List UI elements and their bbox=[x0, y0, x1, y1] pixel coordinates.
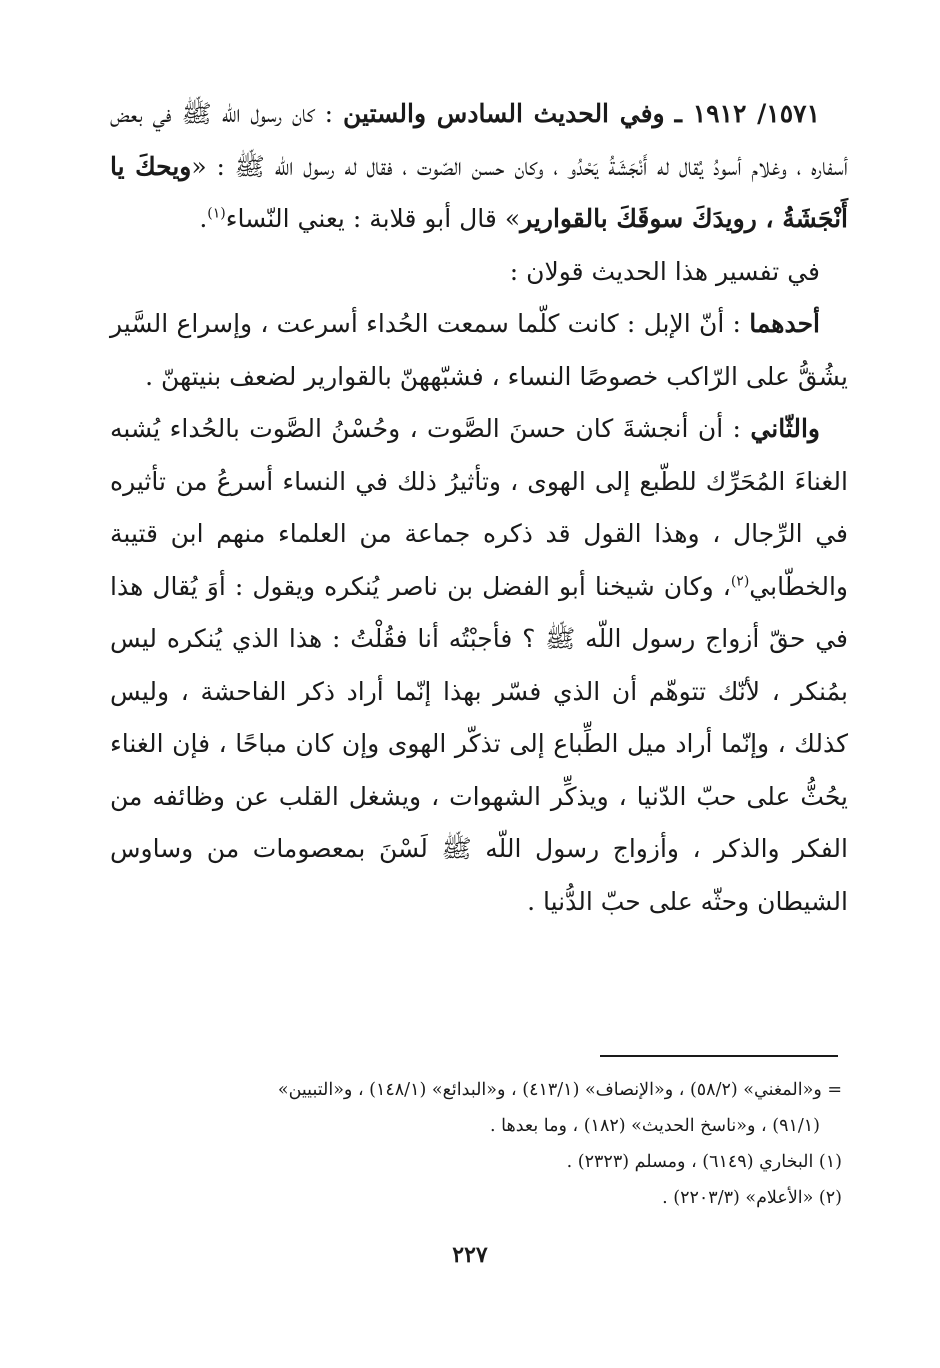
footnote-1: (١) البخاري (٦١٤٩) ، ومسلم (٢٣٢٣) . bbox=[566, 1152, 842, 1172]
first-opinion-heading: أحدهما bbox=[749, 309, 820, 338]
hadith-period: . bbox=[199, 204, 208, 233]
second-opinion-text-cont: ، وكان شيخنا أبو الفضل بن ناصر يُنكره ويقول : أوَ يُقال هذا في حقّ أزواج رسول اللّه ﷺ ؟ فأجبْتُه أنا فقُلْتُ : هذا الذي يُنكره ليس بمُنكر ، لأنّك تتوهّم أن الذي فسّر بهذا إنّما أراد ذكر الفاحشة ، وليس كذلك ، وإنّما أراد ميل الطِّباع إلى تذكّر الهوى وإن كان مباحًا ، فإن الغناء يحُثُّ على حبّ الدّنيا ، ويذكِّر الشهوات ، ويشغل القلب عن وظائفه من الفكر والذكر ، وأزواج رسول اللّه ﷺ لَسْنَ بمعصومات من وساوس الشيطان وحثّه على حبّ الدُّنيا . bbox=[110, 571, 848, 916]
hadith-heading: وفي الحديث السادس والستين bbox=[343, 99, 665, 128]
second-opinion-paragraph bbox=[110, 403, 848, 928]
footnote-divider bbox=[600, 1055, 838, 1057]
interpretation-intro: في تفسير هذا الحديث قولان : bbox=[509, 256, 820, 286]
footnote-2: (٢) «الأعلام» (٢٢٠٣/٣) . bbox=[662, 1188, 842, 1208]
hadith-text-end: » قال أبو قلابة : يعني النّساء bbox=[225, 204, 521, 233]
footnote-ref-1: (١) bbox=[207, 205, 226, 222]
first-opinion-paragraph bbox=[110, 298, 848, 403]
hadith-quote: ويحكَ يا أَنْجَشَةُ ، رويدَكَ سوقَكَ بالقوارير bbox=[110, 151, 848, 233]
footnote-ref-2: (٢) bbox=[730, 573, 750, 590]
main-text bbox=[110, 88, 848, 928]
page-number: ٢٢٧ bbox=[452, 1242, 488, 1268]
hadith-number: ١٥٧١/ ١٩١٢ ـ bbox=[674, 99, 820, 128]
hadith-paragraph bbox=[110, 88, 848, 246]
second-opinion-heading: والثّاني bbox=[750, 414, 820, 443]
footnote-continued-line-1: = و«المغني» (٥٨/٢) ، و«الإنصاف» (٤١٣/١) ، و«البدائع» (١٤٨/١) ، و«التبيين» bbox=[277, 1080, 842, 1100]
hadith-text: : كان رسول اللّه ﷺ في بعض أسفاره ، وغلام أسودُ يُقال له أَنْجَشَةُ يَحْدُو ، وكان حسن الصّوت ، فقال له رسول اللّه ﷺ : « bbox=[110, 99, 848, 181]
footnote-continued-line-2: (٩١/١) ، و«ناسخ الحديث» (١٨٢) ، وما بعدها . bbox=[490, 1116, 820, 1136]
first-opinion-text: : أنّ الإبل : كانت كلّما سمعت الحُداء أسرعت ، وإسراع السَّير يشُقُّ على الرّاكب خصوصًا النساء ، فشبّههنّ بالقوارير لضعف بنيتهنّ . bbox=[110, 309, 848, 391]
second-opinion-text: : أن أنجشةَ كان حسنَ الصَّوت ، وحُسْنُ الصَّوت بالحُداء يُشبه الغناءَ المُحَرِّك للطّبع إلى الهوى ، وتأثيرُ ذلك في النساء أسرعُ من تأثيره في الرِّجال ، وهذا القول قد ذكره جماعة من العلماء منهم ابن قتيبة والخطّابي bbox=[110, 414, 848, 601]
footnotes bbox=[110, 1072, 842, 1216]
